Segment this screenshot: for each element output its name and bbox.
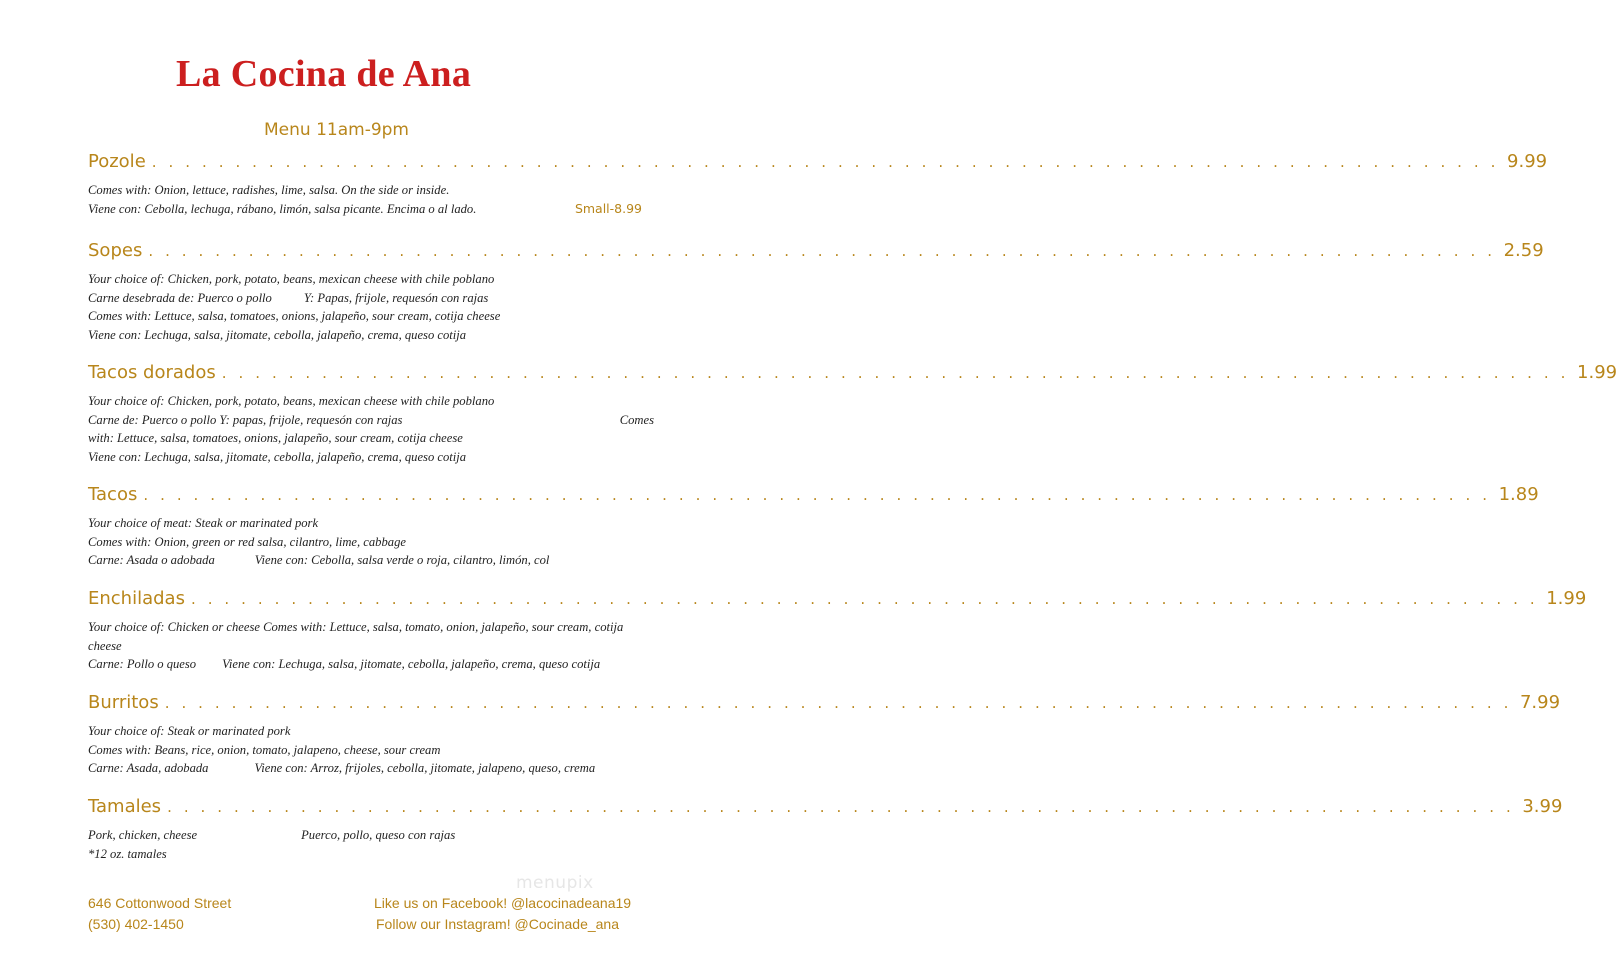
- item-description: Viene con: Lechuga, salsa, jitomate, cebolla, jalapeño, crema, queso cotija: [88, 327, 467, 342]
- item-description-text: Comes: [619, 412, 654, 427]
- dot-leader: . . . . . . . . . . . . . . . . . . . . . . . . . . . . . . . . . . . . . . . . . . . . . . . . . . . . . . . . . . . . . . . . . . . . . . . . . . . . . . . . .: [148, 242, 1496, 260]
- item-name: Tacos: [88, 484, 138, 505]
- item-description: [88, 759, 660, 778]
- item-header: [88, 362, 1617, 388]
- item-description-text: Puerco, pollo, queso con rajas: [301, 828, 456, 842]
- footer-facebook: Like us on Facebook! @lacocinadeana19: [374, 895, 632, 911]
- menu-item-tamales: [88, 796, 1563, 863]
- item-name: Tacos dorados: [88, 362, 216, 383]
- item-header: [88, 484, 1539, 510]
- item-description-text: Viene con: Cebolla, salsa verde o roja, cilantro, limón, col: [254, 553, 550, 567]
- item-description-text: Carne: Asada o adobada: [88, 553, 215, 567]
- item-description-text: Pork, chicken, cheese: [88, 828, 198, 842]
- item-name: Sopes: [88, 240, 143, 261]
- item-description: Comes with: Beans, rice, onion, tomato, jalapeno, cheese, sour cream: [88, 742, 441, 757]
- item-description-text: Carne de: Puerco o pollo Y: papas, frijole, requesón con rajas: [88, 412, 403, 427]
- item-price: 1.99: [1577, 362, 1617, 383]
- item-price: 1.89: [1498, 484, 1539, 505]
- item-header: [88, 240, 1544, 266]
- item-name: Burritos: [88, 692, 159, 713]
- menu-hours: Menu 11am-9pm: [264, 120, 409, 140]
- dot-leader: . . . . . . . . . . . . . . . . . . . . . . . . . . . . . . . . . . . . . . . . . . . . . . . . . . . . . . . . . . . . . . . . . . . . . . . . . . . . . . . . .: [221, 364, 1570, 382]
- item-description: [88, 826, 660, 845]
- item-description-text: Viene con: Cebolla, lechuga, rábano, limón, salsa picante. Encima o al lado.: [88, 201, 477, 216]
- item-description: Viene con: Lechuga, salsa, jitomate, cebolla, jalapeño, crema, queso cotija: [88, 449, 467, 464]
- item-description: *12 oz. tamales: [88, 846, 167, 861]
- item-description-text: Y: Papas, frijole, requesón con rajas: [303, 290, 489, 305]
- item-description-text: Carne: Asada, adobada: [88, 761, 209, 775]
- item-small-price: Small-8.99: [574, 200, 642, 216]
- item-description: Comes with: Onion, green or red salsa, cilantro, lime, cabbage: [88, 534, 406, 549]
- item-name: Enchiladas: [88, 588, 185, 609]
- footer-social: [374, 893, 631, 935]
- item-description: [88, 289, 660, 308]
- item-description: with: Lettuce, salsa, tomatoes, onions, jalapeño, sour cream, cotija cheese: [88, 431, 463, 445]
- footer-contact: [88, 893, 231, 935]
- menu-item-sopes: [88, 240, 1544, 344]
- item-header: [88, 588, 1587, 614]
- item-description-text: Carne desebrada de: Puerco o pollo: [88, 290, 272, 305]
- item-price: 2.59: [1503, 240, 1544, 261]
- menupix-watermark: menupix: [516, 873, 594, 893]
- item-description: Your choice of meat: Steak or marinated pork: [88, 516, 319, 530]
- dot-leader: . . . . . . . . . . . . . . . . . . . . . . . . . . . . . . . . . . . . . . . . . . . . . . . . . . . . . . . . . . . . . . . . . . . . . . . . . . . . . . . . .: [164, 694, 1512, 712]
- item-description: [88, 200, 660, 219]
- dot-leader: . . . . . . . . . . . . . . . . . . . . . . . . . . . . . . . . . . . . . . . . . . . . . . . . . . . . . . . . . . . . . . . . . . . . . . . . . . . . . . . . .: [167, 798, 1515, 816]
- item-price: 1.99: [1546, 588, 1587, 609]
- dot-leader: . . . . . . . . . . . . . . . . . . . . . . . . . . . . . . . . . . . . . . . . . . . . . . . . . . . . . . . . . . . . . . . . . . . . . . . . . . . . . . . . .: [190, 590, 1539, 608]
- item-description: [88, 655, 660, 674]
- item-description: Your choice of: Chicken or cheese Comes with: Lettuce, salsa, tomato, onion, jalapeño, sour cream, cotija cheese: [88, 620, 624, 653]
- item-description-text: Carne: Pollo o queso: [88, 657, 197, 671]
- item-header: [88, 151, 1548, 177]
- item-description-text: Viene con: Lechuga, salsa, jitomate, cebolla, jalapeño, crema, queso cotija: [222, 657, 601, 671]
- menu-item-burritos: [88, 692, 1561, 778]
- dot-leader: . . . . . . . . . . . . . . . . . . . . . . . . . . . . . . . . . . . . . . . . . . . . . . . . . . . . . . . . . . . . . . . . . . . . . . . . . . . . . . . . .: [151, 153, 1500, 171]
- item-price: 3.99: [1522, 796, 1563, 817]
- menu-item-enchiladas: [88, 588, 1587, 674]
- item-description: Your choice of: Steak or marinated pork: [88, 724, 291, 738]
- item-name: Tamales: [88, 796, 162, 817]
- footer-instagram: Follow our Instagram! @Cocinade_ana: [376, 916, 620, 932]
- item-description: Your choice of: Chicken, pork, potato, beans, mexican cheese with chile poblano: [88, 394, 495, 408]
- item-description: [88, 411, 660, 430]
- item-description: [88, 551, 660, 570]
- footer-address: 646 Cottonwood Street: [88, 895, 232, 911]
- item-description: Comes with: Lettuce, salsa, tomatoes, onions, jalapeño, sour cream, cotija cheese: [88, 309, 501, 323]
- item-price: 7.99: [1519, 692, 1561, 713]
- item-description: Your choice of: Chicken, pork, potato, beans, mexican cheese with chile poblano: [88, 272, 495, 286]
- item-price: 9.99: [1507, 151, 1548, 172]
- item-header: [88, 692, 1561, 718]
- item-description-text: Viene con: Arroz, frijoles, cebolla, jitomate, jalapeno, queso, crema: [254, 761, 596, 775]
- restaurant-name: La Cocina de Ana: [176, 53, 472, 95]
- footer-phone: (530) 402-1450: [88, 916, 184, 932]
- dot-leader: . . . . . . . . . . . . . . . . . . . . . . . . . . . . . . . . . . . . . . . . . . . . . . . . . . . . . . . . . . . . . . . . . . . . . . . . . . . . . . . . .: [143, 486, 1491, 504]
- menu-item-tacos-dorados: [88, 362, 1617, 466]
- menu-item-pozole: [88, 151, 1548, 218]
- item-header: [88, 796, 1563, 822]
- item-description: Comes with: Onion, lettuce, radishes, lime, salsa. On the side or inside.: [88, 183, 450, 197]
- item-name: Pozole: [88, 151, 146, 172]
- menu-item-tacos: [88, 484, 1539, 570]
